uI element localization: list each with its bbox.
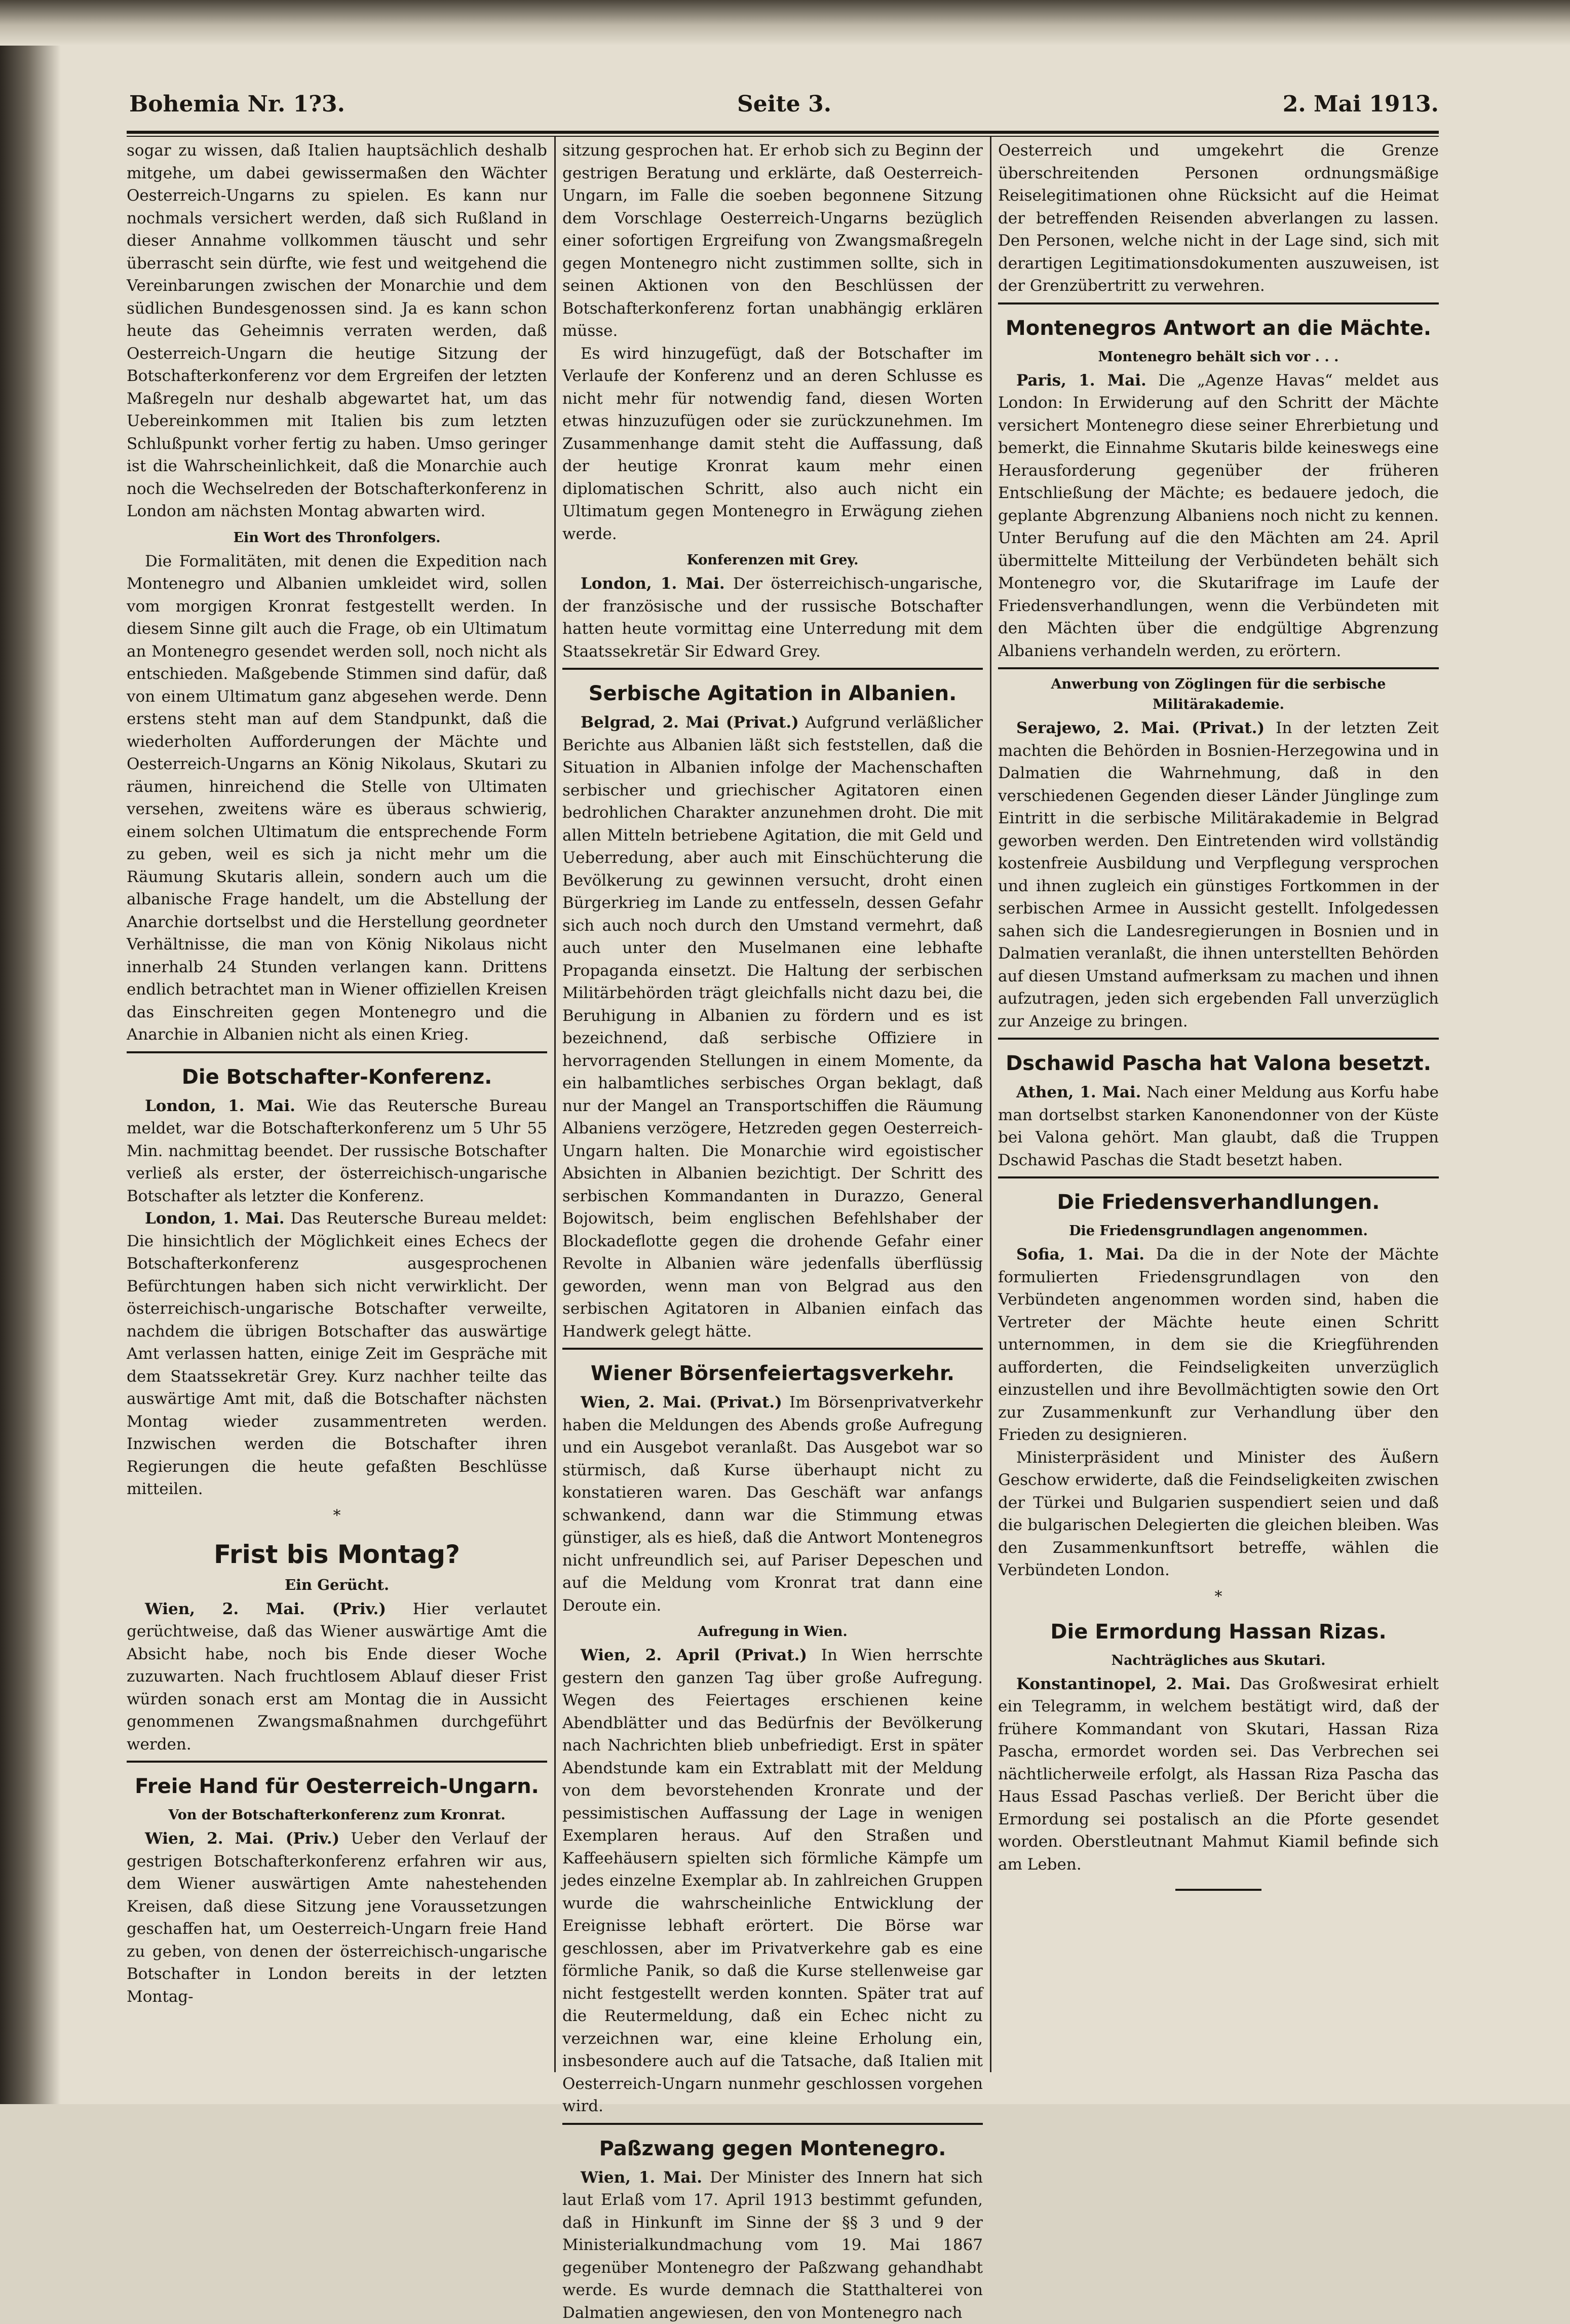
subheading: Montenegro behält sich vor . . . xyxy=(998,347,1439,367)
section-rule xyxy=(998,302,1439,304)
section-rule xyxy=(562,1348,983,1350)
article-text: Das Reutersche Bureau meldet: Die hinsichtlich der Möglichkeit eines Echecs der Botschafterkonferenz ausgesprochenen Befürchtungen haben sich nicht verwirklicht. Der österreichisch-ungarische Botschafter verweilte, nachdem die übrigen Botschafter das auswärtige Amt verlassen hatten, einige Zeit im Gespräche mit dem Staatssekretär Grey. Kurz nachher teilte das auswärtige Amt mit, daß die Botschafter nächsten Montag wieder zusammentreten werden. Inzwischen werden die Botschafter ihren Regierungen die heute gefaßten Beschlüsse mitteilen. xyxy=(127,1209,547,1498)
column-divider xyxy=(554,137,556,2072)
article-text: Hier verlautet gerüchtweise, daß das Wiener auswärtige Amt die Absicht habe, noch bis Ende dieser Woche zuzuwarten. Nach fruchtlosem Ablauf dieser Frist würden sonach erst am Montag die in Aussicht genommenen Zwangsmaßnahmen durchgeführt werden. xyxy=(127,1600,547,1754)
article-paragraph xyxy=(998,1673,1439,1876)
dateline: Paris, 1. Mai. xyxy=(1016,371,1146,390)
scan-edge-left xyxy=(0,0,61,2104)
header-rule xyxy=(127,131,1439,134)
article-paragraph xyxy=(998,1081,1439,1171)
dateline: London, 1. Mai. xyxy=(145,1097,295,1115)
article-text: Der Minister des Innern hat sich laut Erlaß vom 17. April 1913 bestimmt gefunden, daß in Hinkunft im Sinne der §§ 3 und 9 der Ministerialkundmachung vom 19. Mai 1867 gegenüber Montenegro der Paßzwang gehandhabt werde. Es wurde demnach die Statthalterei von Dalmatien angewiesen, den von Montenegro nach xyxy=(562,2168,983,2322)
star-separator: * xyxy=(998,1586,1439,1608)
article-text: sogar zu wissen, daß Italien hauptsächlich deshalb mitgehe, um dabei gewissermaßen den Wächter Oesterreich-Ungarns zu spielen. Es kann nur nochmals versichert werden, daß sich Rußland in dieser Annahme vollkommen täuscht und sehr überrascht sein dürfte, wie fest und weitgehend die Vereinbarungen zwischen der Monarchie und dem südlichen Bundesgenossen sind. Ja es kann schon heute das Geheimnis verraten werden, daß Oesterreich-Ungarn die heutige Sitzung der Botschafterkonferenz vor dem Ergreifen der letzten Maßregeln nur deshalb abgewartet hat, um das Uebereinkommen mit Italien bis zum letzten Schlußpunkt vorher fertig zu haben. Umso geringer ist die Wahrscheinlichkeit, daß die Monarchie auch noch die Wechselreden der Botschafterkonferenz in London am nächsten Montag abwarten wird. xyxy=(127,139,547,523)
article-text: Ueber den Verlauf der gestrigen Botschafterkonferenz erfahren wir aus, dem Wiener auswärtigen Amte nahestehenden Kreisen, daß diese Sitzung jene Voraussetzungen geschaffen hat, um Oesterreich-Ungarn freie Hand zu geben, von denen der österreichisch-ungarische Botschafter in London bereits in der letzten Montag- xyxy=(127,1830,547,2006)
issue-number: Bohemia Nr. 1?3. xyxy=(129,91,345,117)
article-text: Da die in der Note der Mächte formulierten Friedensgrundlagen von den Verbündeten angenommen worden sind, haben die Vertreter der Mächte heute einen Schritt unternommen, in dem sie die Kriegführenden aufforderten, die Feindseligkeiten unverzüglich einzustellen und ihre Bevollmächtigten sowie den Ort zur Zusammenkunft zur Verhandlung über den Frieden zu designieren. xyxy=(998,1245,1439,1444)
column-divider xyxy=(990,137,991,2072)
article-paragraph xyxy=(127,1827,547,2008)
headline: Freie Hand für Oesterreich-Ungarn. xyxy=(127,1773,547,1800)
dateline: Wien, 2. Mai. (Priv.) xyxy=(145,1600,386,1618)
section-rule xyxy=(998,1176,1439,1178)
subheading: Nachträgliches aus Skutari. xyxy=(998,1651,1439,1671)
dateline: Athen, 1. Mai. xyxy=(1016,1083,1141,1101)
article-text: Die „Agenze Havas“ meldet aus London: In Erwiderung auf den Schritt der Mächte versichert Montenegro diese seiner Ehrerbietung und bemerkt, die Einnahme Skutaris bilde keineswegs eine Herausforderung gegenüber der früheren Entschließung der Mächte; es bedauere jedoch, die geplante Abgrenzung Albaniens noch nicht zu kennen. Unter Berufung auf die den Mächten am 24. April übermittelte Mitteilung der Verbündeten behält sich Montenegro vor, die Skutarifrage im Laufe der Friedensverhandlungen, wenn die Verbündeten mit den Mächten über die endgültige Abgrenzung Albaniens verhandeln werden, zu erörtern. xyxy=(998,371,1439,660)
article-paragraph xyxy=(562,2166,983,2324)
scan-edge-top xyxy=(0,0,1570,46)
issue-date: 2. Mai 1913. xyxy=(1283,91,1439,117)
column-3 xyxy=(998,139,1439,2070)
article-paragraph xyxy=(562,573,983,663)
section-rule xyxy=(998,667,1439,669)
dateline: London, 1. Mai. xyxy=(145,1209,285,1228)
header-rule-thin xyxy=(127,136,1439,137)
article-text: sitzung gesprochen hat. Er erhob sich zu Beginn der gestrigen Beratung und erklärte, daß Oesterreich-Ungarn, im Falle die soeben begonnene Sitzung dem Vorschlage Oesterreich-Ungarns bezüglich einer sofortigen Ergreifung von Zwangsmaßregeln gegen Montenegro nicht zustimmen sollte, sich in seinen Aktionen von den Beschlüssen der Botschafterkonferenz fortan unabhängig erklären müsse. xyxy=(562,139,983,342)
section-rule xyxy=(998,1038,1439,1040)
dateline: London, 1. Mai. xyxy=(581,575,725,593)
headline: Die Friedensverhandlungen. xyxy=(998,1189,1439,1216)
article-text: Ministerpräsident und Minister des Äußern Geschow erwiderte, daß die Feindseligkeiten zwischen der Türkei und Bulgarien suspendiert seien und daß die bulgarischen Delegierten die gleichen bleiben. Was den Zusammenkunftsort betreffe, wählen die Verbündeten London. xyxy=(998,1446,1439,1582)
article-text: Aufgrund verläßlicher Berichte aus Albanien läßt sich feststellen, daß die Situation in Albanien infolge der Machenschaften serbischer und griechischer Agitatoren einen bedrohlichen Charakter anzunehmen droht. Die mit allen Mitteln betriebene Agitation, die mit Geld und Ueberredung, aber auch mit Einschüchterung die Bevölkerung zu gewinnen versucht, droht einen Bürgerkrieg im Lande zu entfesseln, dessen Gefahr sich auch noch durch den Umstand vermehrt, daß auch unter den Muselmanen eine lebhafte Propaganda einsetzt. Die Haltung der serbischen Militärbehörden trägt gleichfalls nicht dazu bei, die Beruhigung in Albanien zu fördern und es ist bezeichnend, daß serbische Offiziere in hervorragenden Stellungen in einem Momente, da ein halbamtliches serbisches Organ beklagt, daß nur der Mangel an Transportschiffen die Räumung Albaniens verzögere, Hetzreden gegen Oesterreich-Ungarn halten. Die Monarchie wird egoistischer Absichten in Albanien bezichtigt. Der Schritt des serbischen Kommandanten in Durazzo, General Bojowitsch, beim englischen Befehlshaber der Blockadeflotte gegen die drohende Gefahr einer Revolte in Albanien wäre jedenfalls überflüssig geworden, wenn man von Belgrad aus den serbischen Agitatoren in Albanien einfach das Handwerk gelegt hätte. xyxy=(562,713,983,1341)
subheading: Ein Gerücht. xyxy=(127,1574,547,1596)
dateline: Belgrad, 2. Mai (Privat.) xyxy=(581,713,799,732)
dateline: Serajewo, 2. Mai. (Privat.) xyxy=(1016,719,1265,737)
article-text: Die Formalitäten, mit denen die Expedition nach Montenegro und Albanien umkleidet wird, sollen vom morgigen Kronrat festgestellt werden. In diesem Sinne gilt auch die Frage, ob ein Ultimatum an Montenegro gesendet werden soll, noch nicht als entschieden. Maßgebende Stimmen sind dafür, daß von einem Ultimatum ganz abgesehen werde. Denn erstens steht man auf dem Standpunkt, daß die wiederholten Aufforderungen der Mächte und Oesterreich-Ungarns an König Nikolaus, Skutari zu räumen, hinreichend die Stelle von Ultimaten versehen, zweitens wäre es überaus schwierig, einem solchen Ultimatum die entsprechende Form zu geben, weil es sich ja nicht mehr um die Räumung Skutaris allein, sondern auch um die albanische Frage handelt, um die Abstellung der Anarchie dortselbst und die Herstellung geordneter Verhältnisse, die man von König Nikolaus nicht innerhalb 24 Stunden verlangen kann. Drittens endlich betrachtet man in Wiener offiziellen Kreisen das Einschreiten gegen Montenegro und die Anarchie in Albanien nicht als einen Krieg. xyxy=(127,550,547,1046)
article-text: Das Großwesirat erhielt ein Telegramm, in welchem bestätigt wird, daß der frühere Kommandant von Skutari, Hassan Riza Pascha, ermordet worden sei. Das Verbrechen sei nächtlicherweile erfolgt, als Hassan Riza Pascha das Haus Essad Paschas verließ. Der Bericht über die Ermordung sei postalisch an die Pforte gesendet worden. Oberstleutnant Mahmut Kiamil befinde sich am Leben. xyxy=(998,1675,1439,1874)
article-text: In der letzten Zeit machten die Behörden in Bosnien-Herzegowina und in Dalmatien die Wahrnehmung, daß in den verschiedenen Gegenden dieser Länder Jünglinge zum Eintritt in die serbische Militärakademie in Belgrad geworben werden. Den Eintretenden wird vollständig kostenfreie Ausbildung und Verpflegung versprochen und ihnen zugleich ein günstiges Fortkommen in der serbischen Armee in Aussicht gestellt. Infolgedessen sahen sich die Landesregierungen in Bosnien und in Dalmatien veranlaßt, die ihnen unterstellten Behörden auf diesen Umstand aufmerksam zu machen und ihnen aufzutragen, jeden sich ergebenden Fall unverzüglich zur Anzeige zu bringen. xyxy=(998,719,1439,1031)
end-rule xyxy=(1175,1889,1261,1891)
subheading: Die Friedensgrundlagen angenommen. xyxy=(998,1221,1439,1241)
headline: Dschawid Pascha hat Valona besetzt. xyxy=(998,1050,1439,1077)
dateline: Wien, 1. Mai. xyxy=(581,2168,702,2187)
article-paragraph xyxy=(998,1243,1439,1446)
section-rule xyxy=(127,1051,547,1053)
headline: Frist bis Montag? xyxy=(127,1538,547,1571)
article-paragraph xyxy=(998,369,1439,663)
subheading: Von der Botschafterkonferenz zum Kronrat. xyxy=(127,1805,547,1825)
section-rule xyxy=(562,2123,983,2125)
dateline: Wien, 2. Mai. (Privat.) xyxy=(581,1393,782,1412)
article-paragraph xyxy=(998,717,1439,1033)
dateline: Wien, 2. April (Privat.) xyxy=(581,1646,807,1664)
subheading: Ein Wort des Thronfolgers. xyxy=(127,528,547,548)
section-rule xyxy=(127,1761,547,1763)
headline: Serbische Agitation in Albanien. xyxy=(562,680,983,707)
article-paragraph xyxy=(127,1207,547,1501)
subheading: Anwerbung von Zöglingen für die serbische Militärakademie. xyxy=(998,674,1439,715)
article-paragraph xyxy=(127,1598,547,1756)
page-number: Seite 3. xyxy=(737,91,831,117)
headline: Die Botschafter-Konferenz. xyxy=(127,1063,547,1091)
section-rule xyxy=(562,668,983,670)
dateline: Sofia, 1. Mai. xyxy=(1016,1245,1144,1264)
article-text: In Wien herrschte gestern den ganzen Tag über große Aufregung. Wegen des Feiertages erschienen keine Abendblätter und das Bedürfnis der Bevölkerung nach Nachrichten blieb unbefriedigt. Erst in später Abendstunde kam ein Extrablatt mit der Meldung von dem bevorstehenden Kronrate und der pessimistischen Auffassung der Lage in wenigen Exemplaren heraus. Auf den Straßen und Kaffeehäusern spielten sich förmliche Kämpfe um jedes einzelne Exemplar ab. In zahlreichen Gruppen wurde die wahrscheinliche Entwicklung der Ereignisse lebhaft erörtert. Die Börse war geschlossen, aber im Privatverkehre gab es eine förmliche Panik, so daß die Kurse stellenweise gar nicht festgestellt werden konnten. Später trat auf die Reutermeldung, daß ein Echec nicht zu verzeichnen war, eine kleine Erholung ein, insbesondere auch auf die Tatsache, daß Italien mit Oesterreich-Ungarn nunmehr geschlossen vorgehen wird. xyxy=(562,1646,983,2115)
article-text: Nach einer Meldung aus Korfu habe man dortselbst starken Kanonendonner von der Küste bei Valona gehört. Man glaubt, daß die Truppen Dschawid Paschas die Stadt besetzt haben. xyxy=(998,1083,1439,1169)
headline: Montenegros Antwort an die Mächte. xyxy=(998,315,1439,342)
article-text: Im Börsenprivatverkehr haben die Meldungen des Abends große Aufregung und ein Ausgebot veranlaßt. Das Ausgebot war so stürmisch, daß Kurse überhaupt nicht zu konstatieren waren. Das Geschäft war anfangs schwankend, dann war die Stimmung etwas günstiger, als es hieß, daß die Antwort Montenegros nicht unfreundlich sei, auf Pariser Depeschen und auf die Meldung vom Kronrat trat dann eine Deroute ein. xyxy=(562,1393,983,1615)
dateline: Wien, 2. Mai. (Priv.) xyxy=(145,1830,339,1848)
star-separator: * xyxy=(127,1505,547,1527)
dateline: Konstantinopel, 2. Mai. xyxy=(1016,1675,1231,1693)
page-header xyxy=(129,91,1439,132)
article-text: Oesterreich und umgekehrt die Grenze überschreitenden Personen ordnungsmäßige Reiselegitimationen ohne Rücksicht auf die Heimat der betreffenden Reisenden abverlangen zu lassen. Den Personen, welche nicht in der Lage sind, sich mit derartigen Legitimationsdokumenten auszuweisen, ist der Grenzübertritt zu verwehren. xyxy=(998,139,1439,297)
column-2 xyxy=(562,139,983,2070)
article-text: Wie das Reutersche Bureau meldet, war die Botschafterkonferenz um 5 Uhr 55 Min. nachmittag beendet. Der russische Botschafter verließ als erster, der österreichisch-ungarische Botschafter als letzter die Konferenz. xyxy=(127,1097,547,1205)
article-text: Der österreichisch-ungarische, der französische und der russische Botschafter hatten heute vormittag eine Unterredung mit dem Staatssekretär Sir Edward Grey. xyxy=(562,575,983,661)
headline: Wiener Börsenfeiertagsverkehr. xyxy=(562,1360,983,1387)
article-paragraph xyxy=(127,1095,547,1208)
article-paragraph xyxy=(562,1391,983,1617)
article-paragraph xyxy=(562,1644,983,2118)
article-text: Es wird hinzugefügt, daß der Botschafter im Verlaufe der Konferenz und an deren Schlusse es nicht mehr für notwendig fand, diesen Worten etwas hinzuzufügen oder sie zurückzunehmen. Im Zusammenhange damit steht die Auffassung, daß der heutige Kronrat kaum mehr einen diplomatischen Schritt, also auch nicht ein Ultimatum gegen Montenegro in Erwägung ziehen werde. xyxy=(562,342,983,546)
column-1 xyxy=(127,139,547,2070)
headline: Paßzwang gegen Montenegro. xyxy=(562,2135,983,2162)
subheading: Aufregung in Wien. xyxy=(562,1622,983,1642)
headline: Die Ermordung Hassan Rizas. xyxy=(998,1618,1439,1646)
article-paragraph xyxy=(562,711,983,1343)
subheading: Konferenzen mit Grey. xyxy=(562,550,983,570)
